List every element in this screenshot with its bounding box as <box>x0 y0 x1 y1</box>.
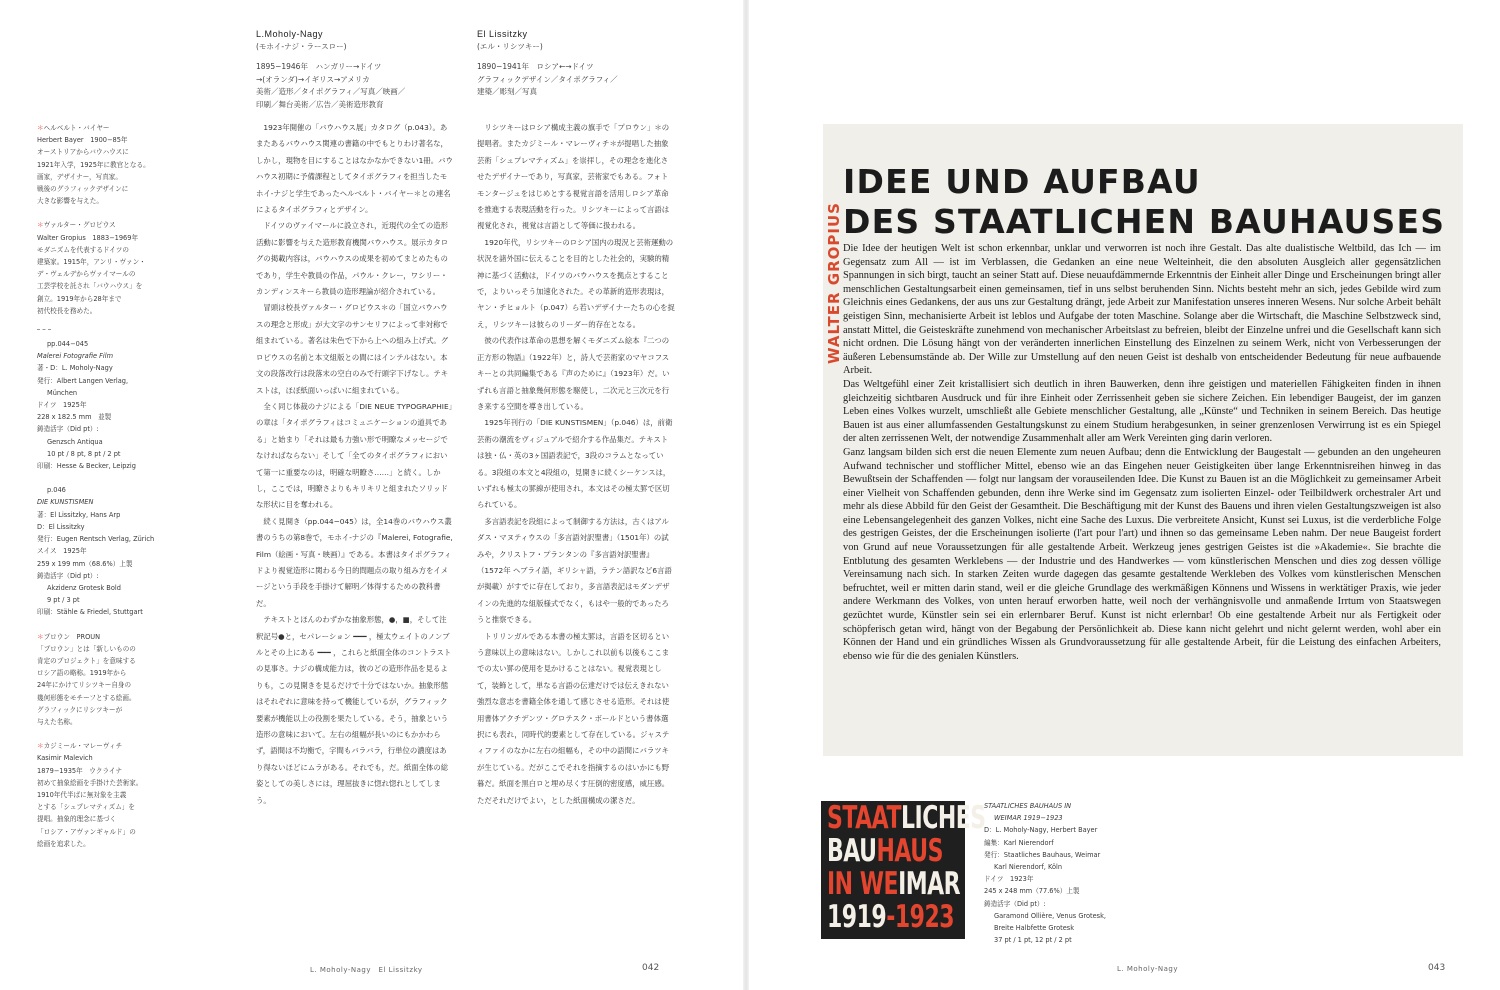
cover-row <box>827 836 943 870</box>
note-line: 発行：Albert Langen Verlag, <box>37 376 129 385</box>
caption-line: 245 x 248 mm（77.6%）上製 <box>984 887 1080 896</box>
caption-title: WEIMAR 1919−1923 <box>994 814 1063 823</box>
note-line: 大きな影響を与えた。 <box>37 197 103 206</box>
note-line: 創立。1919年から28年まで <box>37 294 122 303</box>
note-line: 工芸学校を託され「バウハウス」を <box>37 282 143 291</box>
caption-line: 鋳造活字（Did pt）: <box>984 899 1046 908</box>
note-line: 1921年入学，1925年に教官となる。 <box>37 160 150 169</box>
note-line: 1910年代半ばに無対象を主義 <box>37 790 127 799</box>
page-ref: pp.044−045 <box>47 340 89 349</box>
note-line: 259 x 199 mm（68.6%）上製 <box>37 559 133 568</box>
note-line: 提唱。抽象的理念に基づく <box>37 815 117 824</box>
caption-line: Karl Nierendorf, Köln <box>994 863 1062 872</box>
note-line: スイス 1925年 <box>37 547 87 556</box>
poster-title <box>843 162 1445 242</box>
designer-info-line: 美術／造形／タイポグラフィ／写真／映画／ <box>256 87 406 96</box>
note-line: 幾何形態をモチーフとする絵画。 <box>37 693 136 702</box>
note-heading: ヴァルター・グロピウス <box>43 221 116 230</box>
sidebar-notes <box>37 122 155 862</box>
cover-row <box>827 902 954 936</box>
author-vertical-label: WALTER GROPIUS <box>825 202 843 364</box>
note-bayer <box>37 122 155 207</box>
note-line: 9 pt / 3 pt <box>47 596 80 605</box>
left-page <box>0 0 745 990</box>
body-paragraph: 彼の代表作は革命の思想を解くモダニズム絵本『二つの正方形の物語』（1922年）と，詩人で芸術家のマヤコフスキーとの共同編集である『声のために』（1923年）だ。いずれも言語と抽象幾何形態を駆使し，二次元と三次元を行き来する空間を導き出している。 <box>477 336 670 411</box>
note-line: D：El Lissitzky <box>37 522 85 531</box>
poster-paragraph: Das Weltgefühl einer Zeit kristallisiert sich deutlich in ihren Bauwerken, denn ihre geistigen und materiellen Fähigkeiten finden in ihnen gleichzeitig sichtbaren Ausdruck und für ihre Einheit oder Zerrissenheit geben sie sichere Zeichen. Ein lebendiger Baugeist, der im ganzen Leben eines Volkes wurzelt, umschließt alle Gebiete menschlicher Gestaltung, alle „Künste“ und Techniken in seinem Bereich. Das heutige Bauen ist aus einer allumfassenden Gestaltungskunst zu einem Studium herabgesunken, in seiner grenzenlosen Verwirrung ist es ein Spiegel der alten zerrissenen Welt, der notwendige Zusammenhalt aller am Werk Vereinten ging darin verloren. <box>843 378 1441 445</box>
asterisk-icon: ＊ <box>37 124 44 132</box>
designer-name-jp: (エル・リシツキー) <box>477 41 543 51</box>
designer-info-line: 1890−1941年 ロシア←→ドイツ <box>477 62 594 71</box>
body-paragraph: リシツキーはロシア構成主義の旗手で「プロウン」＊の提唱者。またカジミール・マレーヴィチ＊が提唱した抽象芸術「シュプレマティズム」を崇拝し，その理念を進化させたデザイナーであり，写真家，芸術家でもある。フォトモンタージュをはじめとする視覚言語を活用しロシア革命を推進する表現活動を行った。リシツキーによって言語は視覚化され，視覚は言語として等価に扱われる。 <box>477 123 670 231</box>
designer-info-line: グラフィックデザイン／タイポグラフィ／ <box>477 74 618 84</box>
asterisk-icon: ＊ <box>37 221 44 230</box>
note-line: 鋳造活字（Did pt）: <box>37 571 99 580</box>
note-line: 印刷：Hesse & Becker, Leipzig <box>37 462 136 471</box>
running-footer: L. Moholy-Nagy El Lissitzky <box>310 966 423 974</box>
cover-text-red: HAUS <box>876 834 943 870</box>
note-line: ドイツ 1925年 <box>37 401 87 410</box>
page-number: 043 <box>1428 963 1446 973</box>
note-line: 「プロウン」とは「新しいものの <box>37 644 136 653</box>
note-malevich <box>37 740 155 850</box>
note-line: 228 x 182.5 mm 並製 <box>37 413 112 422</box>
poster-paragraph: Die Idee der heutigen Welt ist schon erkennbar, unklar und verworren ist noch ihre Gestalt. Das alte dualistische Weltbild, das Ich — im Gegensatz zum All — ist im Verblassen, die Gedanken an eine neue Welteinheit, die den absoluten Ausgleich aller gegensätzlichen Spannungen in sich birgt, taucht an seiner Statt auf. Diese neuaufdämmernde Erkenntnis der Einheit aller Dinge und Erscheinungen bringt aller menschlichen Gestaltungsarbeit einen gemeinsamen, tief in uns selbst beruhenden Sinn. Nichts besteht mehr an sich, jedes Gebilde wird zum Gleichnis eines Gedankens, der aus uns zur Gestaltung drängt, jede Arbeit zur Manifestation unseres inneren Wesens. Nur solche Arbeit behält geistigen Sinn, mechanisierte Arbeit ist leblos und Aufgabe der toten Maschine. Solange aber die Wirtschaft, die Maschine Selbstzweck sind, anstatt Mittel, die Geisteskräfte zunehmend von mechanischer Arbeitslast zu befreien, bleibt der Einzelne unfrei und die Gesellschaft kann sich nicht ordnen. Die Lösung hängt von der veränderten innerlichen Einstellung des Einzelnen zu seinem Werk, nicht von Verbesserungen der äußeren Lebensumstände ab. Der Wille zur Umstellung auf den neuen Geist ist deshalb von entscheidender Bedeutung für neue aufbauende Arbeit. <box>843 243 1441 377</box>
divider <box>37 329 51 330</box>
page-number: 042 <box>642 963 660 973</box>
note-line: ロシア語の略称。1919年から <box>37 669 127 678</box>
designer-info-line: →(オランダ)→イギリス→アメリカ <box>256 74 370 84</box>
body-paragraph: 続く見開き（pp.044−045）は，全14巻のバウハウス叢書のうちの第8巻で，モホイ-ナジの『Malerei, Fotografie, Film（絵画・写真・映画）』である。本書はタイポグラフィドより視覚造形に関わる今日的問題点の取り組み方をイメージという手段を手掛けて解明／体得するための教科書だ。 <box>256 516 453 608</box>
cover-text-white: BAU <box>827 834 877 870</box>
caption-title: STAATLICHES BAUHAUS IN <box>984 802 1072 810</box>
note-line: 初代校長を務めた。 <box>37 306 97 315</box>
note-line: 初めて抽象絵画を手掛けた芸術家。 <box>37 778 143 787</box>
body-paragraph: 1925年刊行の「DIE KUNSTISMEN」（p.046）は，前衛芸術の潮流をヴィジュアルで紹介する作品集だ。テキストは独・仏・英の3ヶ国語表記で，3段のコラムとなっている。3段組の本文と4段組の，見開きに続くシーケンスは，いずれも極太の罫線が使用され，本文はその極太罫で区切られている。 <box>477 418 673 510</box>
note-line: グラフィックにリシツキーが <box>37 705 123 714</box>
body-paragraph: 1923年開催の「バウハウス展」カタログ（p.043）。あまたあるバウハウス関連の書籍の中でもとりわけ著名な，しかし，現物を目にすることはなかなかできない1冊。バウハウス初期に予備課程としてタイポグラフィを担当したモホイ-ナジと学生であったヘルベルト・バイヤー＊との連名によるタイポグラフィとデザイン。 <box>256 123 453 215</box>
body-paragraph: 多言語表記を段組によって制御する方法は，古くはアルダス・マヌティウスの「多言語対訳聖書」（1501年）の試みや，クリストフ・プランタンの『多言語対訳聖書』（1572年 ヘブライ語，ギリシャ語，ラテン語訳など6言語が掲載）がすでに存在しており，多言語表記はモダンデザインの先進的な組版様式でなく，もはや一般的であったろうと推察できる。 <box>477 516 672 625</box>
note-malerei <box>37 338 155 472</box>
note-line: Herbert Bayer 1900−85年 <box>37 136 128 145</box>
page-ref: p.046 <box>47 486 66 495</box>
cover-text-red: STAAT <box>827 801 901 837</box>
note-kunstismen <box>37 484 155 618</box>
note-line: 10 pt / 8 pt, 8 pt / 2 pt <box>47 449 121 458</box>
body-paragraph: トリリンガルである本書の極太罫は，言語を区切るという意味以上の意味はない。しかしこれ以前も以後もここまでの太い罫の使用を見かけることはない。視覚表現として，装飾として，単なる言語の伝達だけでは伝えきれない強烈な意志を書籍全体を通して感じさせる造形。それは使用書体アクチデンツ・グロテスク・ボールドという書体選択にも表れ，同時代的要素として存在している。ジャスティファイのなかに左右の組幅も，その中の語間にバラツキが生じている。だがここでそれを指摘するのはいかにも野暮だ。紙面を黒白ロと埋め尽くす圧倒的密度感，威圧感。ただそれだけでよい，とした紙面構成の潔さだ。 <box>477 631 670 805</box>
body-paragraph: 全く同じ体裁のナジによる「DIE NEUE TYPOGRAPHIE」の章は「タイポグラフィはコミュニケーションの道具である」と始まり「それは最も力強い形で明瞭なメッセージでなければならない」そして「全てのタイポグラフィにおいて第一に重要なのは，明確な明瞭さ……」と続く。しかし，ここでは，明瞭さよりもキリキリと組まれたソリッドな形状に目を奪われる。 <box>256 401 453 510</box>
note-line: München <box>47 388 78 397</box>
note-line: とする「シュプレマティズム」を <box>37 803 135 812</box>
cover-row <box>827 869 960 903</box>
asterisk-icon: ＊ <box>37 632 44 641</box>
caption-line: 発行：Staatliches Bauhaus, Weimar <box>984 850 1101 859</box>
body-paragraph: 1920年代，リシツキーのロシア国内の現況と芸術運動の状況を諸外国に伝えることを目的とした社会的，実験的精神に基づく活動は，ドイツのバウハウスを拠点とすることで，よりいっそう加速化された。その革新的造形表現は，ヤン・チヒョルト（p.047）ら若いデザイナーたちの心を捉え，リシツキーは彼らのリーダー的存在となる。 <box>477 237 675 329</box>
note-line: デ・ヴェルデからヴァイマールの <box>37 270 136 279</box>
caption-line: Garamond Ollière, Venus Grotesk, <box>994 911 1107 920</box>
designer-info-line: 建築／彫刻／写真 <box>477 87 537 96</box>
designer-name: L.Moholy-Nagy <box>256 29 324 39</box>
designer-moholy-nagy <box>256 28 405 111</box>
note-line: 画家，デザイナー，写真家。 <box>37 172 122 181</box>
gropius-text-page-reproduction <box>823 124 1463 756</box>
note-line: 肯定のプロジェクト」を意味する <box>37 656 136 665</box>
body-column-moholy-nagy <box>256 120 454 809</box>
caption-line: ドイツ 1923年 <box>984 875 1034 884</box>
caption-line: 編集：Karl Nierendorf <box>984 838 1054 847</box>
cover-text-white: 1919 <box>827 900 887 936</box>
note-line: Akzidenz Grotesk Bold <box>47 583 121 592</box>
designer-info-line: 1895−1946年 ハンガリー→ドイツ <box>256 62 382 71</box>
note-line: Genzsch Antiqua <box>47 437 103 446</box>
book-title: Malerei Fotografie Film <box>37 352 113 361</box>
poster-body-text <box>843 242 1441 663</box>
note-line: 発行：Eugen Rentsch Verlag, Zürich <box>37 535 155 544</box>
note-heading: ヘルベルト・バイヤー <box>43 124 110 132</box>
note-line: Kasimir Malevich <box>37 754 93 763</box>
body-paragraph: テキストとほんのわずかな抽象形態，●，■，そして注釈記号●と，セパレーション ━━━ ，極太ウェイトのノンブルとその上にある ━━━ ，これらと紙面全体のコントラストの見事さ。ナジの構成能力は，彼のどの造形作品を見るよりも，この見開きを見るだけで十分ではないか。抽象形態はそれぞれに意味を持って機能しているが，グラフィック要素が機能以上の役割を果たしている。そう，抽象という造形の意味において。左右の組幅が長いのにもかかわらず，語間は不均衡で，字間もバラバラ，行単位の濃度はあり得ないほどにムラがある。それでも，だ。紙面全体の総姿としての美しさには，理屈抜きに惚れ惚れとしてしまう。 <box>256 615 452 805</box>
body-paragraph: ドイツのヴァイマールに設立され，近現代の全ての造形活動に影響を与えた造形教育機関バウハウス。展示カタログの掲載内容は，バウハウスの成果を初めてまとめたものであり，学生や教員の作品，パウル・クレー，ワシリー・カンディンスキーら教員の造形理論が紹介されている。 <box>256 221 449 297</box>
cover-text-red: IN WE <box>827 867 899 903</box>
note-line: モダニズムを代表するドイツの <box>37 245 129 254</box>
caption-line: D：L. Moholy-Nagy, Herbert Bayer <box>984 826 1098 835</box>
note-line: 著・D：L. Moholy-Nagy <box>37 364 113 373</box>
designer-name: El Lissitzky <box>477 29 528 39</box>
book-cover-image <box>821 801 986 939</box>
cover-row <box>827 803 986 837</box>
note-line: 24年にかけてリシツキー自身の <box>37 681 132 690</box>
cover-text-white: LICHES <box>901 801 986 837</box>
note-heading: プロウン PROUN <box>43 632 101 641</box>
note-line: Walter Gropius 1883−1969年 <box>37 233 139 242</box>
note-heading: カジミール・マレーヴィチ <box>43 742 123 751</box>
note-proun <box>37 631 155 729</box>
cover-text-white: IMAR <box>898 867 961 903</box>
body-column-lissitzky <box>477 120 675 809</box>
note-line: 印刷：Stähle & Friedel, Stuttgart <box>37 608 143 617</box>
note-line: 与えた名称。 <box>37 717 77 726</box>
cover-text-red: -1923 <box>886 900 955 936</box>
designer-name-jp: (モホイ-ナジ・ラースロー) <box>256 41 347 51</box>
note-line: 戦後のグラフィックデザインに <box>37 185 129 194</box>
asterisk-icon: ＊ <box>37 742 44 751</box>
note-line: 建築家。1915年，アンリ・ヴァン・ <box>37 258 146 267</box>
caption-line: 37 pt / 1 pt, 12 pt / 2 pt <box>994 936 1072 945</box>
poster-paragraph: Ganz langsam bilden sich erst die neuen Elemente zum neuen Aufbau; denn die Entwicklung der Baugestalt — gebunden an den ungeheuren Aufwand technischer und stofflicher Mittel, ebenso wie an das Eingehen neuer Geistigkeiten über lange Erkenntnisreihen hinweg in das Bewußtsein der Schaffenden — folgt nur langsam der vorauseilenden Idee. Die Kunst zu Bauen ist an die Möglichkeit zu gemeinsamer Arbeit einer Vielheit von Schaffenden gebunden, denn ihre Werke sind im Gegensatz zum isolierten Einzel- oder Teilbildwerk orchestraler Art und mehr als diese Abbild für den Geist der Gesamtheit. Die Beschäftigung mit der Kunst des Bauens und ihren vielen Gestaltungszweigen ist also eine Lebensangelegenheit des ganzen Volkes, nicht eine Sache des Luxus. Die verbreitete Ansicht, Kunst sei Luxus, ist die verderbliche Folge des gestrigen Geistes, der die Erscheinungen isolierte (l'art pour l'art) und ihnen so das gemeinsame Leben nahm. Der neue Baugeist fordert von Grund auf neue Voraussetzungen für alle gestaltende Arbeit. Werkzeug jenes gestrigen Geistes ist die »Akademie«. Sie brachte die Entblutung des gesamten Werklebens — der Industrie und des Handwerkes — vom künstlerischen Menschen und dies zog dessen völlige Vereinsamung nach sich. In starken Zeiten wurde dagegen das gesamte gestaltende Werkleben des Volkes vom künstlerischen Menschen befruchtet, weil er mitten darin stand, weil er die gleiche Grundlage des werkmäßigen Könnens und Wissens in werktätiger Praxis, wie jeder andere Werkmann des Volkes, von unten herauf erworben hatte, weil noch der verhängnisvolle und anmaßende Irrtum von Staatswegen gezüchtet wurde, Künstler sein sei ein erlernbarer Beruf. Kunst ist nicht erlernbar! Ob eine gestaltende Arbeit nur als Fertigkeit oder schöpferisch getan wird, hängt von der Begabung der Persönlichkeit ab. Diese kann nicht gelehrt und nicht gelernt werden, wohl aber ein Können der Hand und ein gründliches Wissen als Grundvoraussetzung für alle gestaltende Arbeit, für die Leistung des einfachen Arbeiters, ebenso wie für die des genialen Künstlers. <box>843 446 1441 662</box>
designer-lissitzky <box>477 28 618 99</box>
book-title: DIE KUNSTISMEN <box>37 498 94 507</box>
body-paragraph: 冒頭は校長ヴァルター・グロピウス＊の「国立バウハウスの理念と形成」が大文字のサンセリフによって非対称で組まれている。著名は朱色で下から上への組み上げ式。グロピウスの名前と本文組版との間にはインテルはない。本文の段落改行は段落末の空白のみで行頭字下げなし。テキストは，ほぼ紙面いっぱいに組まれている。 <box>256 303 449 395</box>
note-gropius <box>37 219 155 317</box>
running-footer: L. Moholy-Nagy <box>1117 965 1178 973</box>
note-line: オーストリアからバウハウスに <box>37 148 129 157</box>
note-line: 絵画を追求した。 <box>37 839 90 848</box>
note-line: 鋳造活字（Did pt）: <box>37 425 99 434</box>
note-line: 1879−1935年 ウクライナ <box>37 766 123 775</box>
poster-title-line1: IDEE UND AUFBAU <box>843 162 1201 201</box>
note-line: 「ロシア・アヴァンギャルド」の <box>37 827 136 836</box>
cover-caption <box>984 800 1154 946</box>
right-page <box>745 0 1500 990</box>
poster-title-line2: DES STAATLICHEN BAUHAUSES <box>843 202 1446 241</box>
designer-info-line: 印刷／舞台美術／広告／美術造形教育 <box>256 99 384 109</box>
note-line: 著：El Lissitzky, Hans Arp <box>37 510 121 519</box>
caption-line: Breite Halbfette Grotesk <box>994 924 1075 933</box>
